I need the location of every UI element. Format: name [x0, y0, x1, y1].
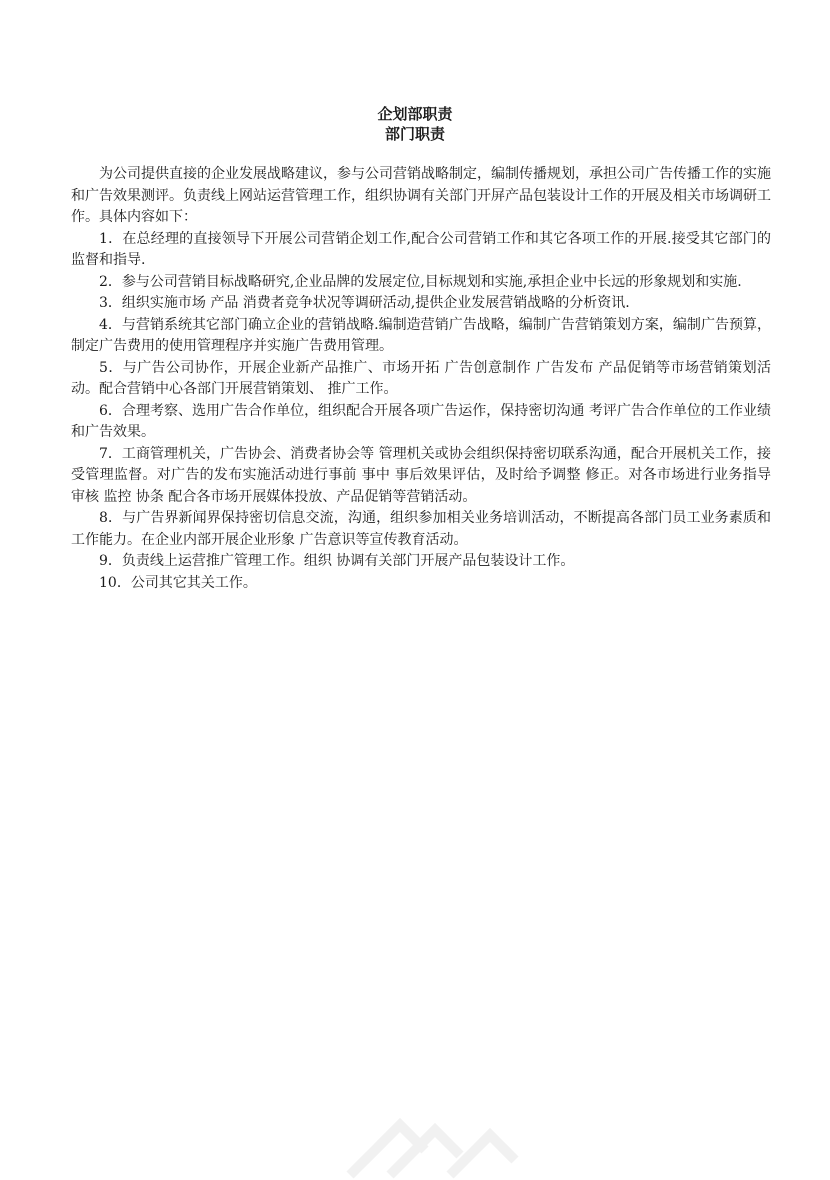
list-item: 6．合理考察、选用广告合作单位，组织配合开展各项广告运作，保持密切沟通 考评广告合作单位的工作业绩和广告效果。 — [71, 402, 771, 440]
list-item: 9．负责线上运营推广管理工作。组织 协调有关部门开展产品包装设计工作。 — [99, 553, 575, 569]
list-item: 7．工商管理机关，广告协会、消费者协会等 管理机关或协会组织保持密切联系沟通，配合开展机关工作，接受管理监督。对广告的发布实施活动进行事前 事中 事后效果评估，及时给予调整 修正。对各市场进行业务指导 审核 监控 协条 配合各市场开展媒体投放、产品促销等营销活动。 — [71, 445, 771, 505]
list-item: 3．组织实施市场 产品 消费者竞争状况等调研活动,提供企业发展营销战略的分析资讯. — [99, 295, 630, 311]
list-item: 8．与广告界新闻界保持密切信息交流，沟通，组织参加相关业务培训活动，不断提高各部门员工业务素质和工作能力。在企业内部开展企业形象 广告意识等宣传教育活动。 — [71, 510, 771, 548]
list-item: 4．与营销系统其它部门确立企业的营销战略.编制造营销广告战略，编制广告营销策划方案，编制广告预算，制定广告费用的使用管理程序并实施广告费用管理。 — [71, 316, 771, 354]
list-item: 10．公司其它其关工作。 — [99, 574, 257, 591]
document-body — [71, 164, 771, 594]
list-item: 5．与广告公司协作，开展企业新产品推广、市场开拓 广告创意制作 广告发布 产品促销等市场营销策划活动。配合营销中心各部门开展营销策划、 推广工作。 — [71, 359, 771, 397]
document-subtitle: 部门职责 — [384, 125, 445, 143]
list-item: 2．参与公司营销目标战略研究,企业品牌的发展定位,目标规划和实施,承担企业中长远的形象规划和实施. — [99, 273, 742, 290]
document-title: 企划部职责 — [377, 105, 453, 123]
watermark-logo-icon — [330, 1080, 530, 1180]
intro-paragraph: 为公司提供直接的企业发展战略建议，参与公司营销战略制定，编制传播规划，承担公司广告传播工作的实施和广告效果测评。负责线上网站运营管理工作，组织协调有关部门开屏产品包装设计工作的开展及相关市场调研工作。具体内容如下： — [71, 166, 771, 225]
list-item: 1．在总经理的直接领导下开展公司营销企划工作,配合公司营销工作和其它各项工作的开展.接受其它部门的监督和指导. — [71, 230, 771, 268]
